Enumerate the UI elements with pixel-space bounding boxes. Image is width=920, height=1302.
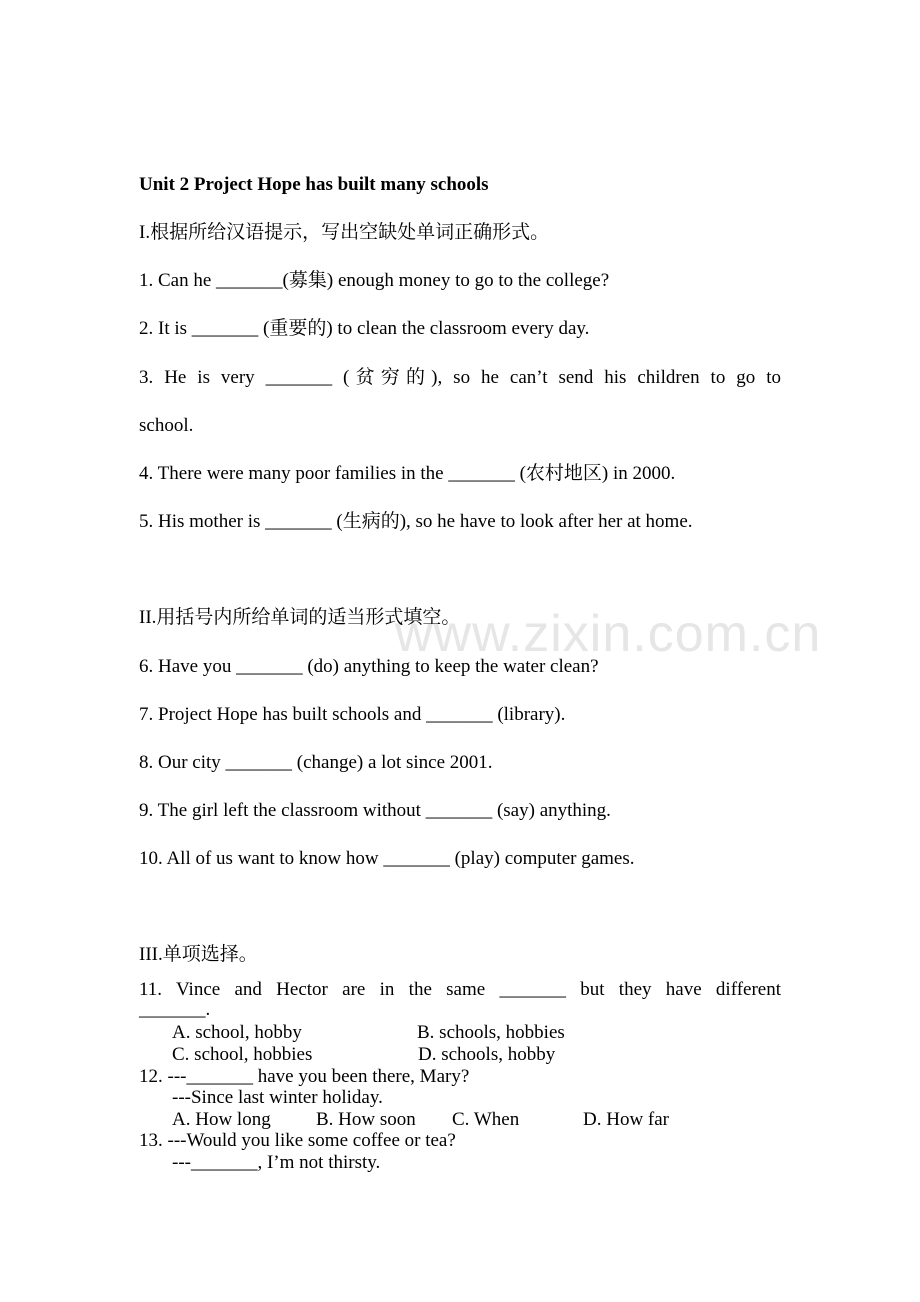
watermark: www.zixin.com.cn [395, 605, 822, 663]
section-1-heading: I.根据所给汉语提示，写出空缺处单词正确形式。 [139, 222, 550, 243]
page-title: Unit 2 Project Hope has built many schools [139, 174, 489, 195]
question-13: 13. ---Would you like some coffee or tea? [139, 1130, 456, 1151]
question-5: 5. His mother is _______ (生病的), so he have to look after her at home. [139, 511, 693, 532]
q11-option-d: D. schools, hobby [418, 1044, 556, 1065]
question-4: 4. There were many poor families in the _______ (农村地区) in 2000. [139, 463, 676, 484]
question-8: 8. Our city _______ (change) a lot since 2001. [139, 752, 493, 773]
q12-option-a: A. How long [172, 1109, 271, 1130]
section-2-heading: II.用括号内所给单词的适当形式填空。 [139, 607, 461, 628]
question-2: 2. It is _______ (重要的) to clean the classroom every day. [139, 318, 590, 339]
q12-option-b: B. How soon [316, 1109, 416, 1130]
question-11-continued: _______. [139, 999, 211, 1020]
q12-option-c: C. When [452, 1109, 520, 1130]
q12-option-d: D. How far [583, 1109, 670, 1130]
question-13-answer-line: ---_______, I’m not thirsty. [172, 1152, 381, 1173]
question-7: 7. Project Hope has built schools and _______ (library). [139, 704, 566, 725]
question-11: 11. Vince and Hector are in the same _______ but they have different [139, 979, 781, 1000]
question-1: 1. Can he _______(募集) enough money to go to the college? [139, 270, 610, 291]
question-3-continued: school. [139, 415, 194, 436]
question-10: 10. All of us want to know how _______ (play) computer games. [139, 848, 635, 869]
question-9: 9. The girl left the classroom without _______ (say) anything. [139, 800, 611, 821]
q11-option-c: C. school, hobbies [172, 1044, 313, 1065]
question-6: 6. Have you _______ (do) anything to keep the water clean? [139, 656, 599, 677]
question-3: 3. He is very _______ (贫穷的), so he can’t send his children to go to [139, 367, 781, 388]
question-12-answer-line: ---Since last winter holiday. [172, 1087, 383, 1108]
section-3-heading: III.单项选择。 [139, 944, 258, 965]
question-12: 12. ---_______ have you been there, Mary? [139, 1066, 470, 1087]
q11-option-a: A. school, hobby [172, 1022, 302, 1043]
q11-option-b: B. schools, hobbies [417, 1022, 565, 1043]
